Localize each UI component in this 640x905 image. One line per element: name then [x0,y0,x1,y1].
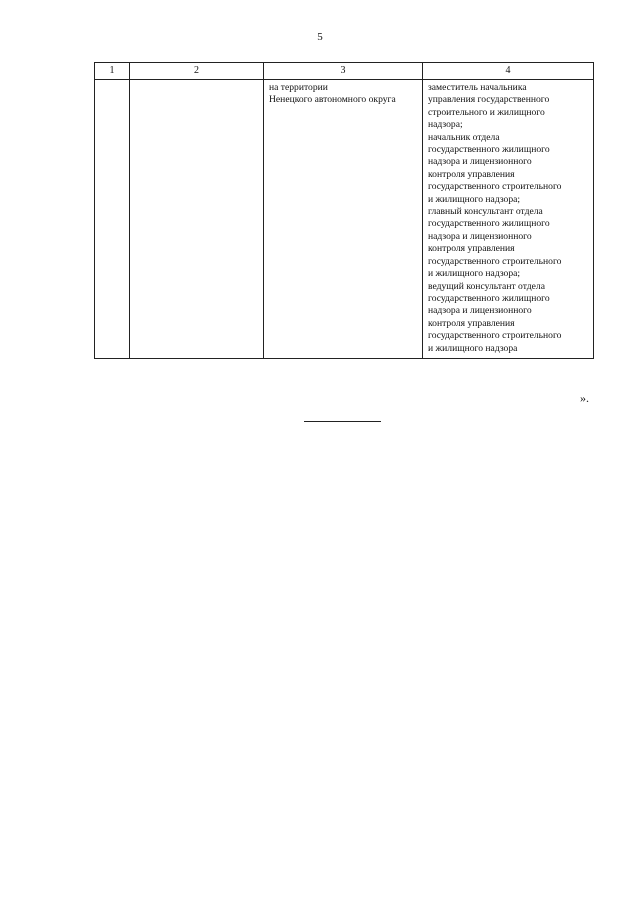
closing-quote: ». [580,391,589,405]
table-header-row [95,63,594,80]
column-header-2: 2 [130,63,264,80]
column-header-1: 1 [95,63,130,80]
officials-list-text: заместитель начальника управления государственного строительного и жилищного надзора; начальник отдела государственного жилищного надзора и лицензионного контроля управления государственного строительного и жилищного надзора; главный консультант отдела государственного жилищного надзора и лицензионного контроля управления государственного строительного и жилищного надзора; ведущий консультант отдела государственного жилищного надзора и лицензионного контроля управления государственного строительного и жилищного надзора [428,82,562,354]
cell-col1-text [95,80,129,85]
table-row [95,80,594,359]
page-number: 5 [317,31,323,43]
column-header-4: 4 [423,63,594,80]
document-table [94,62,594,359]
cell-col2 [130,80,264,359]
cell-territory [264,80,423,359]
cell-col1 [95,80,130,359]
separator-line [304,421,381,422]
cell-col2-text [130,80,263,85]
cell-officials [423,80,594,359]
column-header-3: 3 [264,63,423,80]
territory-text: на территории Ненецкого автономного округа [269,82,396,106]
